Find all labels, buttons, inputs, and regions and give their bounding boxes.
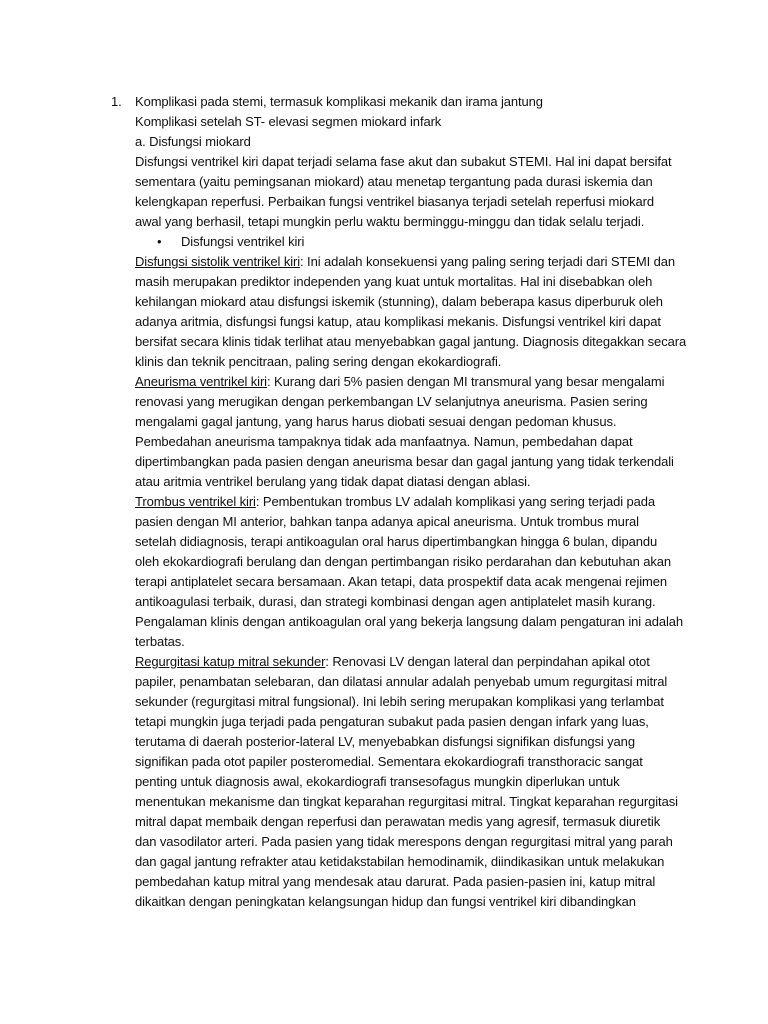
paragraph-line: bersifat secara klinis tidak terlihat atau menyebabkan gagal jantung. Diagnosis ditegakkan secara <box>135 334 687 349</box>
paragraph-line: dan vasodilator arteri. Pada pasien yang tidak merespons dengan regurgitasi mitral yang parah <box>135 834 673 849</box>
paragraph-line: kehilangan miokard atau disfungsi iskemik (stunning), dalam beberapa kasus diperburuk oleh <box>135 294 663 309</box>
bullet-text: Disfungsi ventrikel kiri <box>181 234 305 249</box>
paragraph-line: atau aritmia ventrikel berulang yang tidak dapat diatasi dengan ablasi. <box>135 474 531 489</box>
paragraph-line: dan gagal jantung refrakter atau ketidakstabilan hemodinamik, diindikasikan untuk melakukan <box>135 854 665 869</box>
list-number: 1. <box>111 94 122 109</box>
paragraph-line: terapi antiplatelet secara bersamaan. Akan tetapi, data prospektif data acak mengenai rejimen <box>135 574 667 589</box>
paragraph-line: oleh ekokardiografi berulang dan dengan pertimbangan risiko perdarahan dan kebutuhan akan <box>135 554 672 569</box>
paragraph-line: terutama di daerah posterior-lateral LV, menyebabkan disfungsi signifikan disfungsi yang <box>135 734 635 749</box>
underlined-term: Regurgitasi katup mitral sekunder <box>135 654 326 669</box>
paragraph-line: dikaitkan dengan peningkatan kelangsungan hidup dan fungsi ventrikel kiri dibandingkan <box>135 894 636 909</box>
bullet-item <box>135 232 695 252</box>
bullet-icon: • <box>157 234 162 249</box>
paragraph-line: signifikan pada otot papiler posteromedial. Sementara ekokardiografi transthoracic sangat <box>135 754 643 769</box>
underlined-term: Trombus ventrikel kiri <box>135 494 256 509</box>
paragraph-line: pembedahan katup mitral yang mendesak atau darurat. Pada pasien-pasien ini, katup mitral <box>135 874 656 889</box>
paragraph-line: terbatas. <box>135 634 185 649</box>
paragraph-line: mengalami gagal jantung, yang harus harus diobati sesuai dengan pedoman khusus. <box>135 414 617 429</box>
paragraph-line: Pengalaman klinis dengan antikoagulan oral yang bekerja langsung dalam pengaturan ini adalah <box>135 614 684 629</box>
intro-paragraph <box>135 152 695 232</box>
paragraph-line: setelah didiagnosis, terapi antikoagulan oral harus dipertimbangkan hingga 6 bulan, dipandu <box>135 534 658 549</box>
regurgitasi-paragraph <box>135 652 695 912</box>
underlined-term: Aneurisma ventrikel kiri <box>135 374 267 389</box>
paragraph-line: dipertimbangkan pada pasien dengan aneurisma besar dan gagal jantung yang tidak terkendali <box>135 454 674 469</box>
item-heading: Komplikasi pada stemi, termasuk komplikasi mekanik dan irama jantung <box>135 94 543 109</box>
paragraph-line: klinis dan teknik pencitraan, paling sering dengan ekokardiografi. <box>135 354 502 369</box>
paragraph-line: sekunder (regurgitasi mitral fungsional). Ini lebih sering merupakan komplikasi yang terlambat <box>135 694 664 709</box>
paragraph-line: awal yang berhasil, tetapi mungkin perlu waktu berminggu-minggu dan tidak selalu terjadi. <box>135 214 645 229</box>
aneurisma-paragraph <box>135 372 695 492</box>
section-heading-a: a. Disfungsi miokard <box>135 134 251 149</box>
paragraph-line: kelengkapan reperfusi. Perbaikan fungsi ventrikel biasanya terjadi setelah reperfusi miokard <box>135 194 655 209</box>
paragraph-line: adanya aritmia, disfungsi fungsi katup, atau komplikasi mekanis. Disfungsi ventrikel kiri dapat <box>135 314 661 329</box>
paragraph-line: Pembedahan aneurisma tampaknya tidak ada manfaatnya. Namun, pembedahan dapat <box>135 434 633 449</box>
paragraph-line: masih merupakan prediktor independen yang kuat untuk mortalitas. Hal ini disebabkan oleh <box>135 274 653 289</box>
underlined-term: Disfungsi sistolik ventrikel kiri <box>135 254 301 269</box>
item-subheading: Komplikasi setelah ST- elevasi segmen miokard infark <box>135 114 442 129</box>
document-body <box>111 92 695 912</box>
paragraph-line: antikoagulasi terbaik, durasi, dan strategi kombinasi dengan agen antiplatelet masih kurang. <box>135 594 656 609</box>
paragraph-line: menentukan mekanisme dan tingkat keparahan regurgitasi mitral. Tingkat keparahan regurgitasi <box>135 794 678 809</box>
paragraph-first-line: Disfungsi sistolik ventrikel kiri: Ini adalah konsekuensi yang paling sering terjadi dari STEMI dan <box>135 254 675 269</box>
paragraph-first-line: Trombus ventrikel kiri: Pembentukan trombus LV adalah komplikasi yang sering terjadi pada <box>135 494 656 509</box>
paragraph-line: Disfungsi ventrikel kiri dapat terjadi selama fase akut dan subakut STEMI. Hal ini dapat bersifat <box>135 154 672 169</box>
paragraph-first-line: Aneurisma ventrikel kiri: Kurang dari 5% pasien dengan MI transmural yang besar mengalami <box>135 374 665 389</box>
paragraph-line: pasien dengan MI anterior, bahkan tanpa adanya apical aneurisma. Untuk trombus mural <box>135 514 639 529</box>
paragraph-line: sementara (yaitu pemingsanan miokard) atau menetap tergantung pada durasi iskemia dan <box>135 174 653 189</box>
trombus-paragraph <box>135 492 695 652</box>
paragraph-line: tetapi mungkin juga terjadi pada pengaturan subakut pada pasien dengan infark yang luas, <box>135 714 649 729</box>
sistolik-paragraph <box>135 252 695 372</box>
paragraph-first-line: Regurgitasi katup mitral sekunder: Renovasi LV dengan lateral dan perpindahan apikal otot <box>135 654 650 669</box>
paragraph-line: mitral dapat membaik dengan reperfusi dan perawatan medis yang agresif, termasuk diuretik <box>135 814 661 829</box>
paragraph-line: penting untuk diagnosis awal, ekokardiografi transesofagus mungkin diperlukan untuk <box>135 774 620 789</box>
paragraph-line: papiler, penambatan selebaran, dan dilatasi annular adalah penyebab umum regurgitasi mitral <box>135 674 668 689</box>
paragraph-line: renovasi yang merugikan dengan perkembangan LV selanjutnya aneurisma. Pasien sering <box>135 394 648 409</box>
